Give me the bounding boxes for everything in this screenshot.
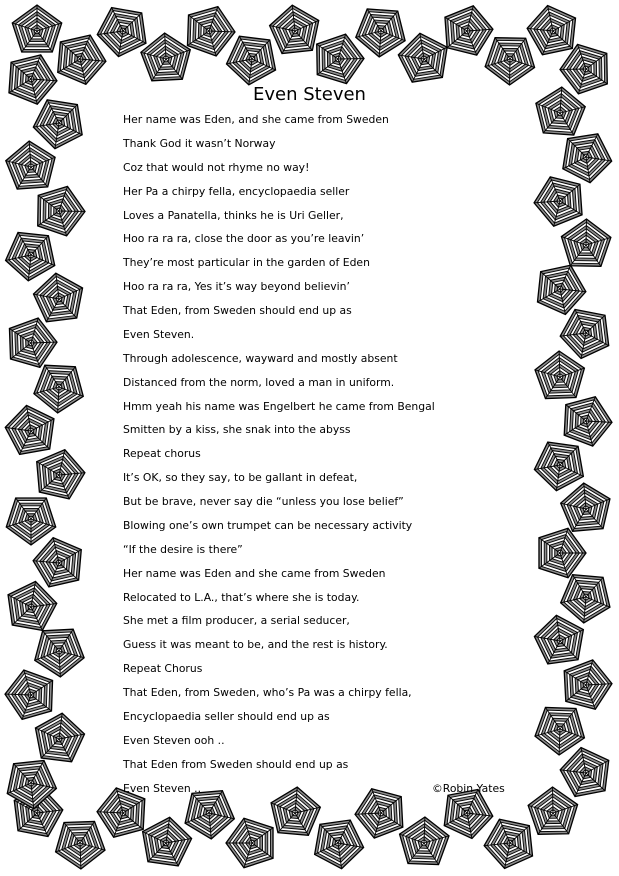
poem-line: Thank God it wasn’t Norway: [123, 136, 276, 150]
poem-line: Through adolescence, wayward and mostly absent: [123, 351, 398, 365]
poem-line: That Eden, from Sweden, who’s Pa was a chirpy fella,: [123, 686, 412, 699]
poem-line: Even Steven ooh ..: [123, 733, 225, 747]
poem-line: Coz that would not rhyme no way!: [123, 160, 310, 174]
poem-line: It’s OK, so they say, to be gallant in defeat,: [123, 471, 358, 485]
spider-web-icon: [2, 754, 60, 812]
poem-line: Distanced from the norm, loved a man in uniform.: [123, 375, 395, 389]
poem-line: Hmm yeah his name was Engelbert he came from Bengal: [123, 399, 435, 413]
poem-line: Loves a Panatella, thinks he is Uri Geller,: [123, 208, 344, 222]
poem-line: They’re most particular in the garden of Eden: [123, 256, 370, 270]
poem-line: Blowing one’s own trumpet can be necessary activity: [123, 518, 413, 532]
poem-line: Repeat chorus: [123, 447, 201, 461]
poem-line: Her Pa a chirpy fella, encyclopaedia seller: [123, 184, 350, 198]
poem-line: Even Steven.: [123, 327, 195, 341]
spider-web-icon: [557, 744, 615, 802]
author-credit: ©Robin Yates: [432, 782, 505, 795]
poem-line: She met a film producer, a serial seducer,: [123, 614, 350, 628]
poem-line: Relocated to L.A., that’s where she is today.: [123, 590, 360, 604]
poem-line: “If the desire is there”: [123, 542, 243, 556]
poem-line: That Eden from Sweden should end up as: [123, 757, 349, 771]
poem-line: That Eden, from Sweden should end up as: [123, 304, 352, 317]
poem-line: Guess it was meant to be, and the rest is history.: [123, 638, 388, 652]
poem-title: Even Steven: [253, 84, 366, 105]
poem-line: Hoo ra ra ra, close the door as you’re leavin’: [123, 232, 365, 246]
poem-line: Her name was Eden, and she came from Sweden: [123, 113, 389, 126]
poem-body: [123, 113, 523, 805]
poem-line: Hoo ra ra ra, Yes it’s way beyond believin’: [123, 280, 350, 294]
poem-line: Smitten by a kiss, she snak into the abyss: [123, 423, 351, 437]
poem-line: Her name was Eden and she came from Sweden: [123, 566, 386, 580]
poem-line: Repeat Chorus: [123, 662, 203, 676]
poem-line: But be brave, never say die “unless you lose belief”: [123, 495, 404, 508]
poem-line: Encyclopaedia seller should end up as: [123, 709, 330, 723]
poem-line: Even Steven ..: [123, 781, 202, 795]
